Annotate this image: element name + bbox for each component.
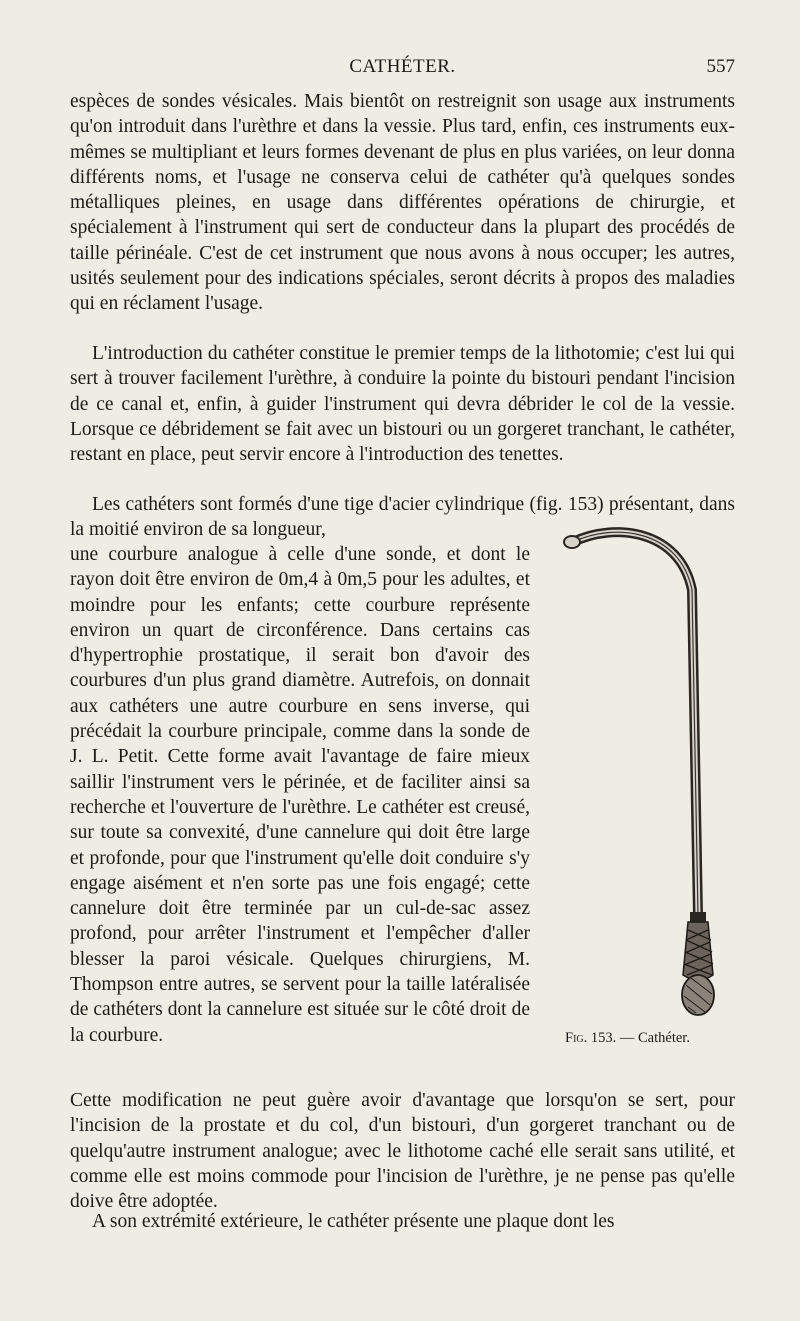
- catheter-illustration-icon: [555, 520, 755, 1040]
- figure-caption: [565, 1030, 735, 1047]
- page-header: [70, 56, 735, 82]
- paragraph-modification: Cette modification ne peut guère avoir d'avantage que lorsqu'on se sert, pour l'incision de la prostate et du col, d'un bistouri, d'un gorgeret tranchant ou de quelqu'autre instrument analogue; avec le lithotome caché elle serait sans utilité, et comme elle est moins commode pour l'incision de l'urèthre, je ne pense pas qu'elle doive être adoptée.: [70, 1090, 735, 1213]
- figure-153: [555, 520, 755, 1040]
- page-number: 557: [706, 56, 735, 77]
- figure-caption-text: — Cathéter.: [619, 1030, 690, 1046]
- figure-number: 153.: [590, 1030, 617, 1046]
- paragraph-outer-end: A son extrémité extérieure, le cathéter présente une plaque dont les: [92, 1211, 615, 1232]
- figure-label: Fig.: [565, 1030, 588, 1046]
- paragraph-lithotomy: L'introduction du cathéter constitue le premier temps de la lithotomie; c'est lui qui sert à trouver facilement l'urèthre, à conduire la pointe du bistouri pendant l'incision de ce canal et, enfin, à guider l'instrument qui devra débrider le col de la vessie. Lorsque ce débridement se fait avec un bistouri ou un gorgeret tranchant, le cathéter, restant en place, peut servir encore à l'introduction des tenettes.: [70, 343, 735, 466]
- paragraph-catheter-shape: Les cathéters sont formés d'une tige d'acier cylindrique (fig. 153) présentant, dans la moitié environ de sa longueur,: [70, 494, 735, 541]
- paragraph-curvature: une courbure analogue à celle d'une sonde, et dont le rayon doit être environ de 0m,4 à 0m,5 pour les adultes, et moindre pour les enfants; cette courbure représente environ un quart de circonférence. Dans certains cas d'hypertrophie prostatique, il serait bon d'avoir des courbures d'un plus grand diamètre. Autrefois, on donnait aux cathéters une autre courbure en sens inverse, qui précédait la courbure principale, comme dans la sonde de J. L. Petit. Cette forme avait l'avantage de faire mieux saillir l'instrument vers le périnée, et de faciliter ainsi sa recherche et l'ouverture de l'urèthre. Le cathéter est creusé, sur toute sa convexité, d'une cannelure qui doit être large et profonde, pour que l'instrument qu'elle doit conduire s'y engage aisément et n'en sorte pas une fois engagé; cette cannelure doit être terminée par un cul-de-sac assez profond, pour arrêter l'instrument et l'empêcher d'aller blesser la paroi vésicale. Quelques chirurgiens, M. Thompson entre autres, se servent pour la taille latéralisée de cathéters dont la cannelure est située sur le côté droit de la courbure.: [70, 544, 530, 1046]
- running-title: CATHÉTER.: [349, 56, 456, 77]
- paragraph-intro-continued: espèces de sondes vésicales. Mais bientôt on restreignit son usage aux instruments qu'on introduit dans l'urèthre et dans la vessie. Plus tard, enfin, ces instruments eux-mêmes se multipliant et leurs formes devenant de plus en plus variées, on leur donna différents noms, et l'usage ne conserva celui de cathéter qu'à quelques sondes métalliques pleines, en usage dans différentes opérations de chirurgie, et spécialement à l'instrument qui sert de conducteur dans la plupart des procédés de taille périnéale. C'est de cet instrument que nous avons à nous occuper; les autres, usités seulement pour des indications spéciales, seront décrits à propos des maladies qui en réclament l'usage.: [70, 91, 735, 315]
